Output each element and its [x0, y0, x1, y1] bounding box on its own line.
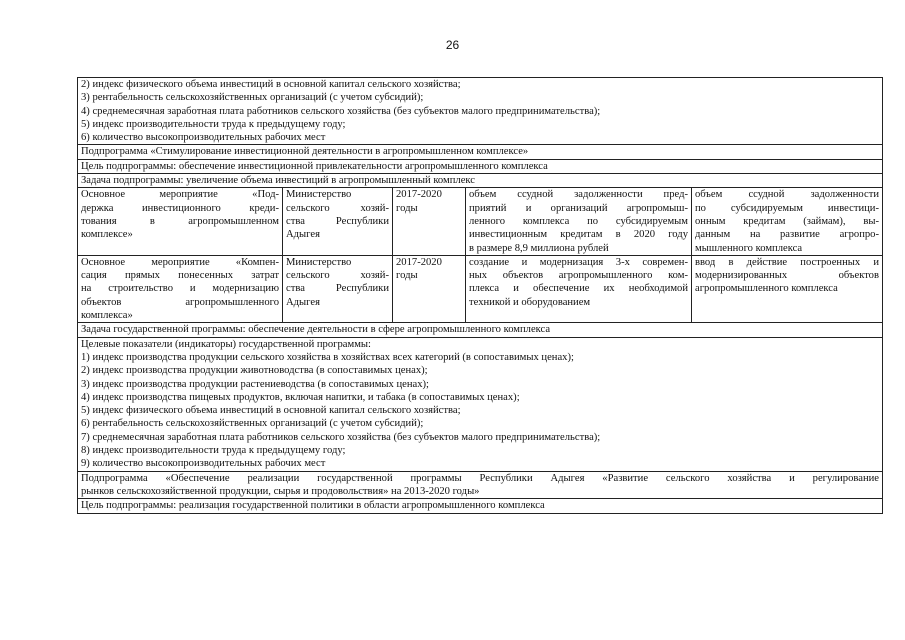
- measure-line: держка инвестиционного креди-: [81, 202, 279, 214]
- subprogram-1-task-row: [78, 174, 883, 188]
- effect-line: агропромышленного комплекса: [695, 283, 838, 295]
- effect-cell: [692, 188, 883, 255]
- indicator-line: 7) среднемесячная заработная плата работников сельского хозяйства (без субъектов малого предпринимательства);: [81, 431, 601, 443]
- executor-line: ства Республики: [286, 215, 389, 227]
- measure-line: на строительство и модернизацию: [81, 283, 279, 295]
- state-indicators-row: [78, 337, 883, 471]
- result-line: объем ссудной задолженности пред-: [469, 189, 688, 201]
- period-line: 2017-2020: [396, 256, 442, 268]
- executor-line: ства Республики: [286, 283, 389, 295]
- subprogram-2-title: [78, 471, 883, 499]
- subprogram-1-row: [78, 145, 883, 159]
- effect-line: ввод в действие построенных и: [695, 256, 879, 268]
- effect-line: мышленного комплекса: [695, 242, 803, 254]
- indicator-line: 9) количество высокопроизводительных рабочих мест: [81, 458, 326, 470]
- measure-cell: [78, 188, 283, 255]
- effect-cell: [692, 255, 883, 322]
- result-line: в размере 8,9 миллиона рублей: [469, 242, 609, 254]
- subprogram-2-line: рынков сельскохозяйственной продукции, сырья и продовольствия» на 2013-2020 годы»: [81, 485, 480, 497]
- top-indicators-row: [78, 78, 883, 145]
- result-line: ленного комплекса по субсидируемым: [469, 215, 688, 227]
- result-line: плекса и обеспечение их необходимой: [469, 283, 688, 295]
- subprogram-1-task: Задача подпрограммы: увеличение объема инвестиций в агропромышленный комплекс: [78, 174, 883, 188]
- page-number: 26: [445, 38, 460, 52]
- period-line: годы: [396, 270, 418, 282]
- executor-cell: [283, 255, 393, 322]
- indicator-line: 2) индекс производства продукции животноводства (в сопоставимых ценах);: [81, 365, 428, 377]
- indicator-line: 3) индекс производства продукции растениеводства (в сопоставимых ценах);: [81, 378, 430, 390]
- effect-line: модернизированных объектов: [695, 270, 879, 282]
- period-cell: [393, 188, 466, 255]
- measure-line: комплексе»: [81, 229, 133, 241]
- indicator-line: Целевые показатели (индикаторы) государственной программы:: [81, 338, 371, 350]
- measure-line: сация прямых понесенных затрат: [81, 270, 279, 282]
- result-cell: [466, 188, 692, 255]
- state-program-task-row: [78, 323, 883, 337]
- indicator-line: 4) индекс производства пищевых продуктов, включая напитки, и табака (в сопоставимых ценах);: [81, 391, 520, 403]
- indicator-line: 5) индекс физического объема инвестиций в основной капитал сельского хозяйства;: [81, 405, 461, 417]
- table-row: [78, 188, 883, 255]
- state-indicators-cell: [78, 337, 883, 471]
- period-line: годы: [396, 202, 418, 214]
- top-indicators-cell: [78, 78, 883, 145]
- executor-line: Адыгея: [286, 229, 320, 241]
- program-table: [77, 77, 883, 514]
- executor-line: сельского хозяй-: [286, 270, 389, 282]
- measure-cell: [78, 255, 283, 322]
- subprogram-2-goal-row: [78, 499, 883, 513]
- subprogram-1-goal: Цель подпрограммы: обеспечение инвестиционной привлекательности агропромышленного комплекса: [78, 159, 883, 173]
- result-line: техникой и оборудованием: [469, 296, 591, 308]
- indicator-line: 5) индекс производительности труда к предыдущему году;: [81, 118, 346, 130]
- period-cell: [393, 255, 466, 322]
- subprogram-1-goal-row: [78, 159, 883, 173]
- executor-line: Министерство: [286, 256, 352, 268]
- table-row: [78, 255, 883, 322]
- result-line: создание и модернизация 3-х современ-: [469, 256, 688, 268]
- period-line: 2017-2020: [396, 189, 442, 201]
- measure-line: тования в агропромышленном: [81, 215, 279, 227]
- indicator-line: 4) среднемесячная заработная плата работников сельского хозяйства (без субъектов малого предпринимательства);: [81, 105, 601, 117]
- indicator-line: 2) индекс физического объема инвестиций в основной капитал сельского хозяйства;: [81, 79, 461, 90]
- result-line: инвестиционным кредитам в 2020 году: [469, 229, 688, 241]
- executor-line: Адыгея: [286, 296, 320, 308]
- result-cell: [466, 255, 692, 322]
- measure-line: Основное мероприятие «Под-: [81, 189, 279, 201]
- result-line: приятий и организаций агропромыш-: [469, 202, 688, 214]
- measure-line: Основное мероприятие «Компен-: [81, 256, 279, 268]
- subprogram-2-goal: Цель подпрограммы: реализация государственной политики в области агропромышленного комплекса: [78, 499, 883, 513]
- indicator-line: 8) индекс производительности труда к предыдущему году;: [81, 445, 346, 457]
- state-program-task: Задача государственной программы: обеспечение деятельности в сфере агропромышленного комплекса: [78, 323, 883, 337]
- measure-line: комплекса»: [81, 310, 133, 322]
- subprogram-2-line: Подпрограмма «Обеспечение реализации государственной программы Республики Адыгея «Развитие сельского хозяйства и регулирование: [81, 472, 879, 484]
- subprogram-2-row: [78, 471, 883, 499]
- indicator-line: 6) рентабельность сельскохозяйственных организаций (с учетом субсидий);: [81, 418, 424, 430]
- indicator-line: 6) количество высокопроизводительных рабочих мест: [81, 132, 326, 144]
- subprogram-1-title: Подпрограмма «Стимулирование инвестиционной деятельности в агропромышленном комплексе»: [78, 145, 883, 159]
- indicator-line: 1) индекс производства продукции сельского хозяйства в хозяйствах всех категорий (в сопоставимых ценах);: [81, 351, 574, 363]
- effect-line: данным на развитие агропро-: [695, 229, 879, 241]
- indicator-line: 3) рентабельность сельскохозяйственных организаций (с учетом субсидий);: [81, 92, 424, 104]
- executor-line: сельского хозяй-: [286, 202, 389, 214]
- measure-line: объектов агропромышленного: [81, 296, 279, 308]
- executor-cell: [283, 188, 393, 255]
- effect-line: по субсидируемым инвестици-: [695, 202, 879, 214]
- effect-line: объем ссудной задолженности: [695, 189, 879, 201]
- effect-line: онным кредитам (займам), вы-: [695, 215, 879, 227]
- result-line: ных объектов агропромышленного ком-: [469, 270, 688, 282]
- executor-line: Министерство: [286, 189, 352, 201]
